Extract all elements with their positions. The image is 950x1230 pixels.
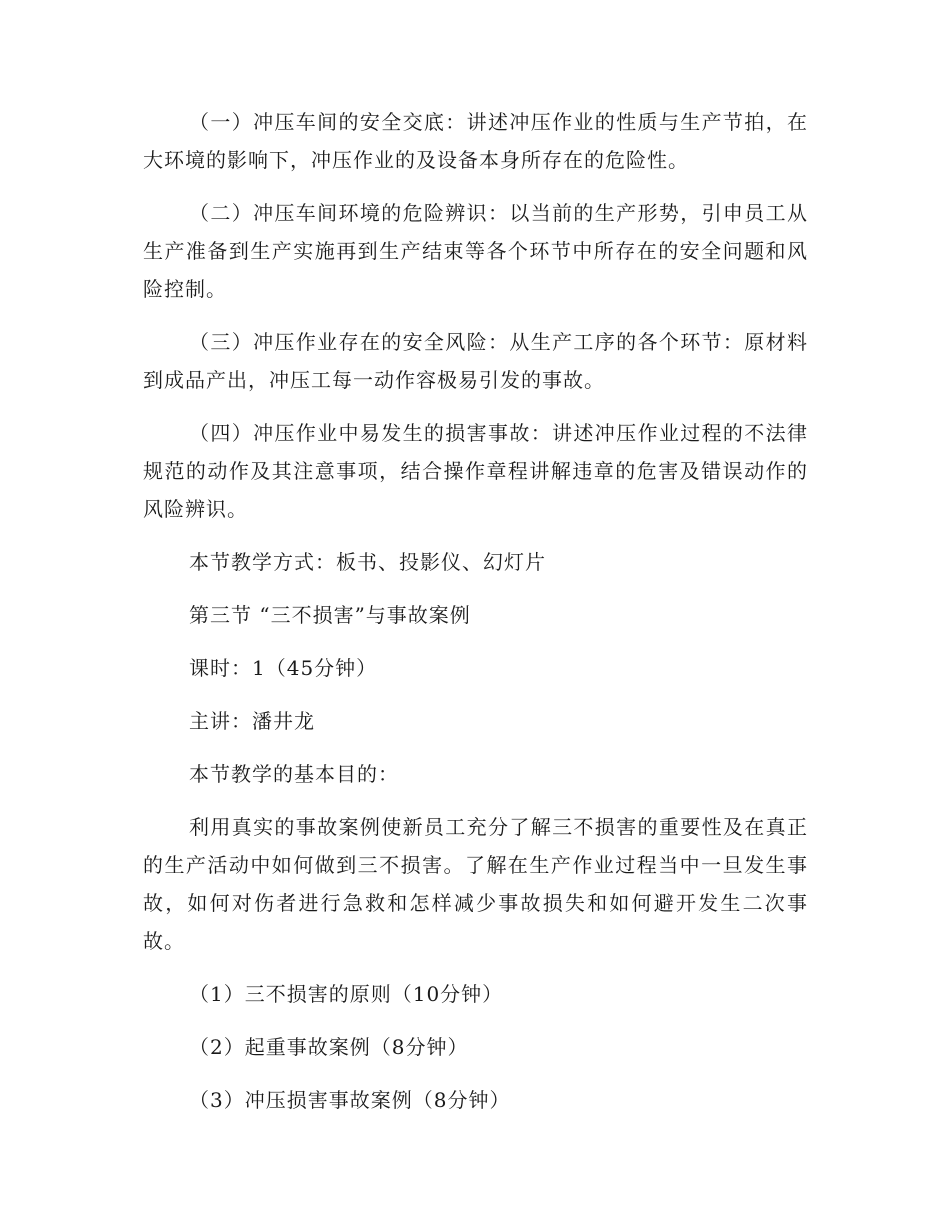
list-item-stamping-cases: （3）冲压损害事故案例（8分钟）	[189, 1088, 511, 1112]
list-item-principles: （1）三不损害的原则（10分钟）	[189, 982, 504, 1006]
paragraph-safety-risks: （三）冲压作业存在的安全风险：从生产工序的各个环节：原材料到成品产出，冲压工每一动作容极易引发的事故。	[143, 330, 808, 392]
paragraph-lecturer: 主讲：潘井龙	[189, 709, 315, 733]
paragraph-teaching-method: 本节教学方式：板书、投影仪、幻灯片	[189, 550, 546, 574]
section-heading: 第三节 “三不损害”与事故案例	[189, 603, 471, 627]
paragraph-injury-accidents: （四）冲压作业中易发生的损害事故：讲述冲压作业过程的不法律规范的动作及其注意事项，结合操作章程讲解违章的危害及错误动作的风险辨识。	[143, 421, 808, 521]
document-body	[143, 103, 808, 1134]
paragraph-hazard-identification: （二）冲压车间环境的危险辨识：以当前的生产形势，引申员工从生产准备到生产实施再到生产结束等各个环节中所存在的安全问题和风险控制。	[143, 201, 808, 301]
list-item-lifting-cases: （2）起重事故案例（8分钟）	[189, 1035, 469, 1059]
paragraph-objective-heading: 本节教学的基本目的：	[189, 762, 399, 786]
paragraph-objective-body: 利用真实的事故案例使新员工充分了解三不损害的重要性及在真正的生产活动中如何做到三不损害。了解在生产作业过程当中一旦发生事故，如何对伤者进行急救和怎样减少事故损失和如何避开发生二次事故。	[143, 815, 808, 953]
paragraph-safety-briefing: （一）冲压车间的安全交底：讲述冲压作业的性质与生产节拍，在大环境的影响下，冲压作业的及设备本身所存在的危险性。	[143, 110, 808, 172]
paragraph-class-hours: 课时：1（45分钟）	[189, 656, 378, 680]
